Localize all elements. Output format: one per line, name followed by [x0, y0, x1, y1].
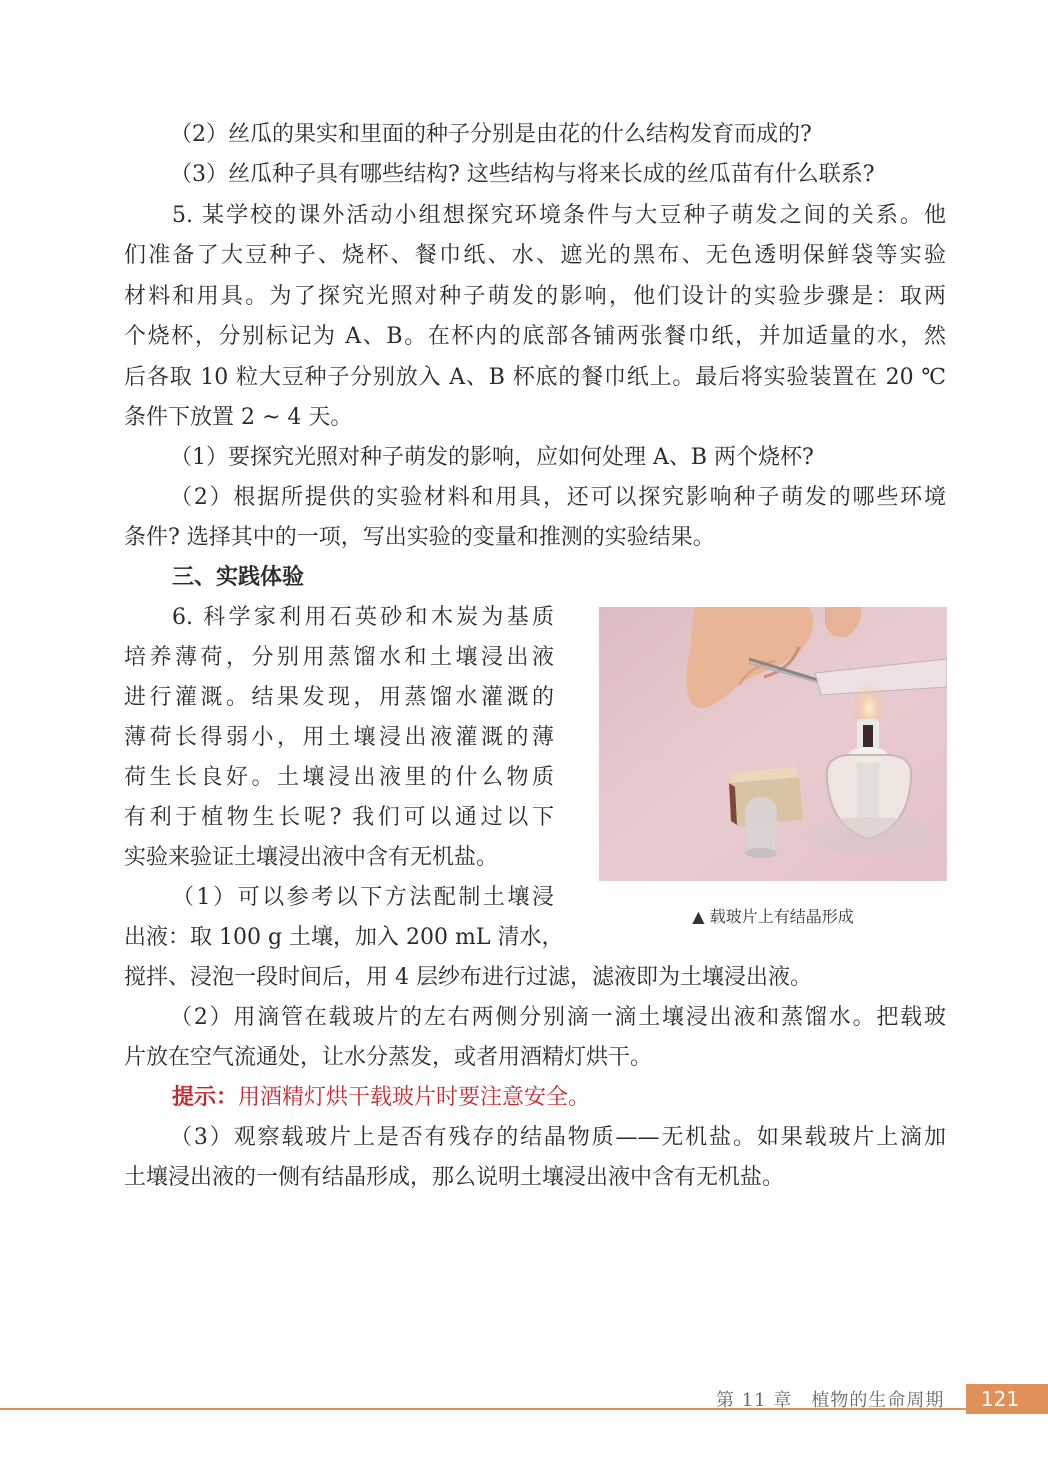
question-5-part-1: （1）要探究光照对种子萌发的影响，应如何处理 A、B 两个烧杯? — [170, 445, 814, 470]
question-5-line-2: 们准备了大豆种子、烧杯、餐巾纸、水、遮光的黑布、无色透明保鲜袋等实验 — [124, 243, 946, 268]
footer-chapter: 第 11 章 植物的生命周期 — [716, 1390, 945, 1411]
section-heading: 三、实践体验 — [172, 565, 305, 590]
question-6-part-3-line-2: 土壤浸出液的一侧有结晶形成，那么说明土壤浸出液中含有无机盐。 — [124, 1165, 785, 1190]
question-6-line-4: 薄荷长得弱小，用土壤浸出液灌溉的薄 — [124, 725, 554, 750]
question-5-part-2-line-2: 条件? 选择其中的一项，写出实验的变量和推测的实验结果。 — [124, 525, 715, 550]
question-5-line-1: 5. 某学校的课外活动小组想探究环境条件与大豆种子萌发之间的关系。他 — [172, 203, 946, 228]
experiment-photo-art — [599, 607, 947, 881]
experiment-photo — [599, 607, 947, 881]
question-6-line-3: 进行灌溉。结果发现，用蒸馏水灌溉的 — [124, 685, 554, 710]
figure-caption: ▲ 载玻片上有结晶形成 — [692, 907, 854, 926]
question-6-line-5: 荷生长良好。土壤浸出液里的什么物质 — [124, 765, 554, 790]
hint — [172, 1083, 994, 1113]
question-5-line-3: 材料和用具。为了探究光照对种子萌发的影响，他们设计的实验步骤是：取两 — [124, 284, 946, 309]
page-number: 121 — [980, 1387, 1020, 1411]
question-6-part-1-line-3: 搅拌、浸泡一段时间后，用 4 层纱布进行过滤，滤液即为土壤浸出液。 — [124, 965, 812, 990]
question-5-line-6: 条件下放置 2 ~ 4 天。 — [124, 405, 353, 430]
question-5-part-2-line-1: （2）根据所提供的实验材料和用具，还可以探究影响种子萌发的哪些环境 — [170, 485, 946, 510]
hint-text: 用酒精灯烘干载玻片时要注意安全。 — [238, 1085, 591, 1110]
question-6-line-1: 6. 科学家利用石英砂和木炭为基质 — [172, 605, 554, 630]
question-6-part-2-line-2: 片放在空气流通处，让水分蒸发，或者用酒精灯烘干。 — [124, 1045, 653, 1070]
question-6-line-7: 实验来验证土壤浸出液中含有无机盐。 — [124, 845, 499, 870]
question-4-part-2: （2）丝瓜的果实和里面的种子分别是由花的什么结构发育而成的? — [170, 122, 812, 147]
question-6-part-2-line-1: （2）用滴管在载玻片的左右两侧分别滴一滴土壤浸出液和蒸馏水。把载玻 — [170, 1005, 946, 1030]
question-4-part-3: （3）丝瓜种子具有哪些结构? 这些结构与将来长成的丝瓜苗有什么联系? — [170, 162, 875, 187]
hint-label: 提示： — [172, 1085, 239, 1110]
question-5-line-5: 后各取 10 粒大豆种子分别放入 A、B 杯底的餐巾纸上。最后将实验装置在 20 ℃ — [124, 365, 946, 390]
question-6-part-1-line-1: （1）可以参考以下方法配制土壤浸 — [172, 885, 554, 910]
question-5-line-4: 个烧杯，分别标记为 A、B。在杯内的底部各铺两张餐巾纸，并加适量的水，然 — [124, 324, 946, 349]
question-6-line-6: 有利于植物生长呢? 我们可以通过以下 — [124, 805, 554, 830]
question-6-line-2: 培养薄荷，分别用蒸馏水和土壤浸出液 — [124, 645, 554, 670]
question-6-part-3-line-1: （3）观察载玻片上是否有残存的结晶物质——无机盐。如果载玻片上滴加 — [170, 1125, 946, 1150]
question-6-part-1-line-2: 出液：取 100 g 土壤，加入 200 mL 清水， — [124, 925, 564, 950]
